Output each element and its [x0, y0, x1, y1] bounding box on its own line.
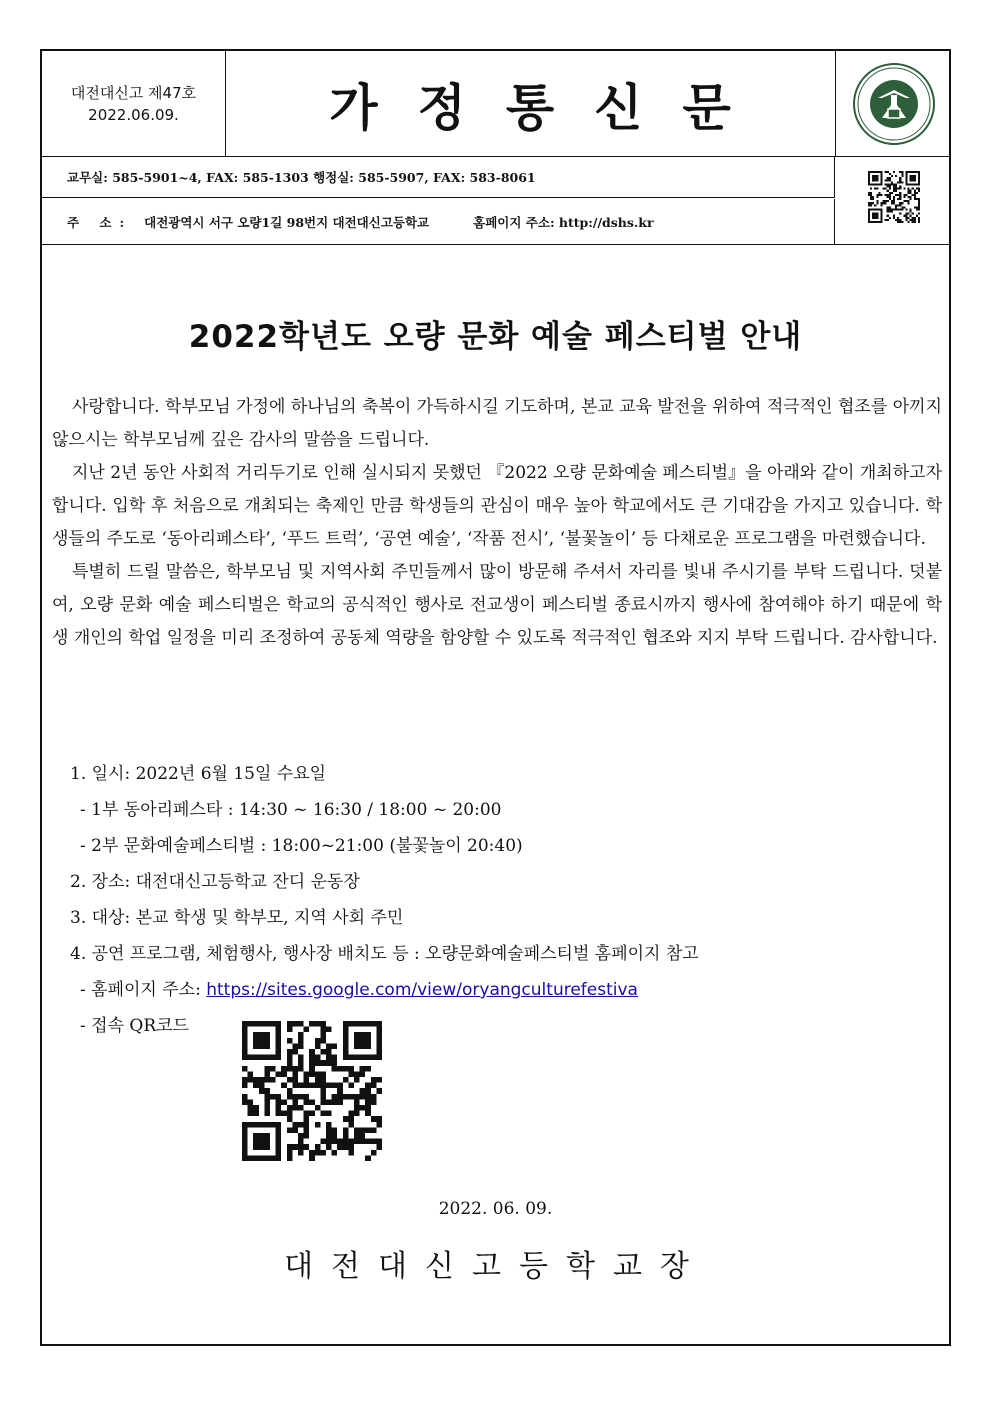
qr-code-icon[interactable] — [242, 1021, 382, 1165]
contact-info: 교무실: 585-5901~4, FAX: 585-1303 행정실: 585-5907, FAX: 583-8061 — [67, 169, 536, 185]
header-top-row — [42, 51, 949, 157]
address-text: 대전광역시 서구 오량1길 98번지 대전대신고등학교 — [144, 214, 430, 230]
list-item-homepage — [70, 972, 930, 1008]
principal-signature: 대전대신고등학교장 — [284, 1249, 707, 1284]
issue-date-footer: 2022. 06. 09. — [438, 1199, 553, 1219]
newsletter-title — [225, 51, 836, 156]
newsletter-frame — [40, 49, 951, 1346]
contact-row — [42, 156, 835, 198]
event-details-list — [70, 756, 930, 1044]
address-row — [42, 199, 835, 244]
issue-number — [42, 51, 226, 156]
list-item-program: 4. 공연 프로그램, 체험행사, 행사장 배치도 등 : 오량문화예술페스티벌 홈페이지 참고 — [70, 944, 699, 964]
newsletter-title-text: 가정통신문 — [329, 78, 771, 137]
body-text — [52, 391, 942, 655]
paragraph-festival: 지난 2년 동안 사회적 거리두기로 인해 실시되지 못했던 『2022 오량 문화예술 페스티벌』을 아래와 같이 개최하고자 합니다. 입학 후 처음으로 개최되는 축제인 만큼 학생들의 관심이 매우 높아 학교에서도 큰 기대감을 가지고 있습니다. 학생들의 주도로 ‘동아리페스타’, ‘푸드 트럭’, ‘공연 예술’, ‘작품 전시’, ‘불꽃놀이’ 등 다채로운 프로그램을 마련했습니다. — [52, 463, 942, 549]
paragraph-greeting: 사랑합니다. 학부모님 가정에 하나님의 축복이 가득하시길 기도하며, 본교 교육 발전을 위하여 적극적인 협조를 아끼지 않으시는 학부모님께 깊은 감사의 말씀을 드립니다. — [52, 397, 942, 450]
paragraph-request: 특별히 드릴 말씀은, 학부모님 및 지역사회 주민들께서 많이 방문해 주셔서 자리를 빛내 주시기를 부탁 드립니다. 덧붙여, 오량 문화 예술 페스티벌은 학교의 공식적인 행사로 전교생이 페스티벌 종료시까지 행사에 참여해야 하기 때문에 학생 개인의 학업 일정을 미리 조정하여 공동체 역량을 함양할 수 있도록 적극적인 협조와 지지 부탁 드립니다. 감사합니다. — [52, 562, 942, 648]
document-title: 2022학년도 오량 문화 예술 페스티벌 안내 — [188, 319, 803, 355]
homepage-link[interactable]: https://sites.google.com/view/oryangculturefestiva — [206, 980, 638, 1000]
homepage-label: - 홈페이지 주소: — [80, 980, 201, 1000]
address-label: 주 소: — [67, 214, 133, 230]
list-item-part1: - 1부 동아리페스타 : 14:30 ~ 16:30 / 18:00 ~ 20:00 — [80, 800, 502, 820]
issue-line1: 대전대신고 제47호 — [70, 83, 197, 102]
header-divider — [42, 244, 949, 245]
list-item-qr: - 접속 QR코드 — [80, 1016, 189, 1036]
qr-code-icon — [864, 171, 924, 227]
list-item-date: 1. 일시: 2022년 6월 15일 수요일 — [70, 764, 327, 784]
issue-date: 2022.06.09. — [88, 105, 179, 124]
list-item-place: 2. 장소: 대전대신고등학교 잔디 운동장 — [70, 872, 360, 892]
list-item-audience: 3. 대상: 본교 학생 및 학부모, 지역 사회 주민 — [70, 908, 404, 928]
homepage-info: 홈페이지 주소: http://dshs.kr — [473, 214, 654, 230]
header — [42, 51, 949, 244]
list-item-part2: - 2부 문화예술페스티벌 : 18:00~21:00 (불꽃놀이 20:40) — [80, 836, 523, 856]
school-emblem-icon — [836, 51, 951, 156]
